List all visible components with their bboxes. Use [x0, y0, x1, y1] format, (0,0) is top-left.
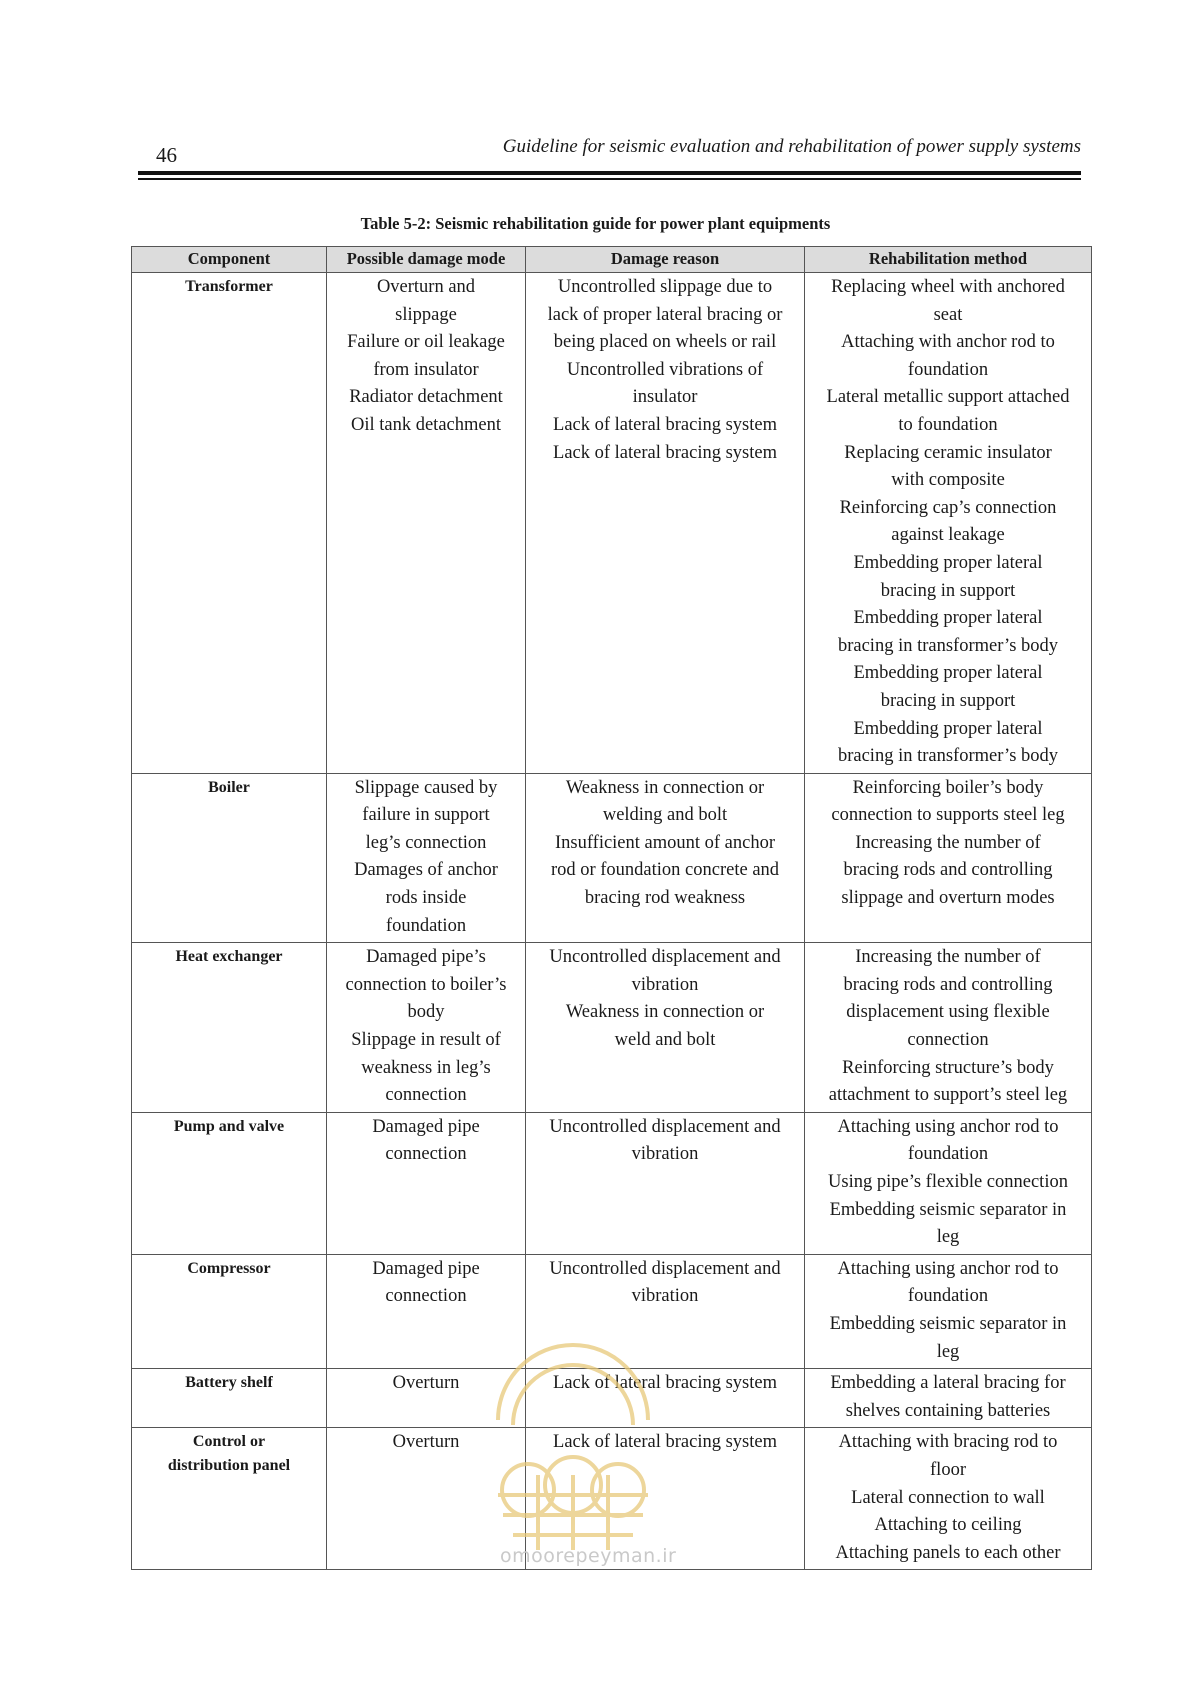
cell-line: Increasing the number of	[855, 947, 1041, 968]
cell-line: Reinforcing boiler’s body	[852, 777, 1044, 798]
cell-line: welding and bolt	[602, 805, 728, 826]
cell-line: bracing rods and controlling	[843, 974, 1053, 995]
rehabilitation-cell	[805, 1254, 1092, 1368]
cell-line: bracing rods and controlling	[843, 860, 1053, 881]
cell-line: Embedding proper lateral	[853, 608, 1043, 629]
cell-line: Uncontrolled displacement and	[549, 947, 781, 968]
page-number: 46	[156, 143, 177, 167]
cell-line: Embedding proper lateral	[853, 552, 1043, 573]
cell-line: Reinforcing structure’s body	[842, 1057, 1054, 1078]
cell-line: Boiler	[208, 778, 250, 796]
rehabilitation-cell	[805, 1112, 1092, 1254]
table-row	[132, 773, 1092, 943]
cell-line: Lack of lateral bracing system	[553, 414, 777, 435]
cell-line: bracing rod weakness	[584, 888, 746, 909]
cell-line: Lateral metallic support attached	[826, 387, 1070, 408]
cell-line: leg’s connection	[365, 832, 487, 853]
cell-line: with composite	[891, 470, 1005, 491]
cell-line: connection to boiler’s	[345, 974, 507, 995]
cell-line: Embedding proper lateral	[853, 718, 1043, 739]
cell-line: Embedding proper lateral	[853, 663, 1043, 684]
cell-line: insulator	[632, 387, 698, 408]
component-cell	[132, 1369, 327, 1428]
cell-line: Attaching with bracing rod to	[838, 1432, 1058, 1453]
cell-line: slippage and overturn modes	[841, 888, 1055, 909]
cell-line: connection	[385, 1144, 467, 1165]
column-header-rehabilitation: Rehabilitation method	[805, 247, 1092, 273]
column-header-component: Component	[132, 247, 327, 273]
cell-line: foundation	[907, 1286, 989, 1307]
cell-line: leg	[936, 1341, 960, 1362]
cell-line: connection	[385, 1286, 467, 1307]
cell-line: Attaching using anchor rod to	[837, 1116, 1059, 1137]
cell-line: Control or	[192, 1433, 266, 1451]
cell-line: vibration	[631, 1144, 699, 1165]
cell-line: displacement using flexible	[846, 1002, 1050, 1023]
damage-mode-cell	[327, 1112, 526, 1254]
cell-line: Weakness in connection or	[565, 1002, 765, 1023]
cell-line: Damaged pipe	[372, 1258, 480, 1279]
cell-line: seat	[933, 304, 963, 325]
cell-line: Damaged pipe’s	[366, 947, 486, 968]
cell-line: Lack of lateral bracing system	[553, 1432, 777, 1453]
cell-line: Heat exchanger	[175, 948, 283, 966]
cell-line: body	[407, 1002, 445, 1023]
cell-line: bracing in support	[880, 580, 1016, 601]
cell-line: Embedding seismic separator in	[829, 1313, 1067, 1334]
cell-line: Oil tank detachment	[350, 414, 501, 435]
component-cell	[132, 1112, 327, 1254]
cell-line: Reinforcing cap’s connection	[839, 497, 1057, 518]
cell-line: vibration	[631, 974, 699, 995]
component-cell	[132, 1428, 327, 1570]
cell-line: Uncontrolled vibrations of	[566, 359, 764, 380]
cell-line: bracing in support	[880, 690, 1016, 711]
cell-line: Radiator detachment	[349, 387, 503, 408]
rehabilitation-cell	[805, 273, 1092, 774]
cell-line: Overturn	[392, 1432, 460, 1453]
damage-mode-cell	[327, 773, 526, 943]
cell-line: Replacing ceramic insulator	[844, 442, 1052, 463]
cell-line: connection	[385, 1085, 467, 1106]
cell-line: bracing in transformer’s body	[837, 635, 1059, 656]
cell-line: rods inside	[385, 888, 467, 909]
cell-line: Failure or oil leakage	[347, 332, 505, 353]
cell-line: Attaching using anchor rod to	[837, 1258, 1059, 1279]
cell-line: slippage	[395, 304, 457, 325]
rehabilitation-cell	[805, 773, 1092, 943]
cell-line: Overturn	[392, 1373, 460, 1394]
cell-line: Damaged pipe	[372, 1116, 480, 1137]
cell-line: being placed on wheels or rail	[553, 332, 777, 353]
cell-line: Increasing the number of	[855, 832, 1041, 853]
column-header-damage-reason: Damage reason	[526, 247, 805, 273]
cell-line: Compressor	[187, 1259, 271, 1277]
cell-line: Lack of lateral bracing system	[553, 442, 777, 463]
cell-line: Battery shelf	[185, 1374, 273, 1392]
cell-line: weld and bolt	[614, 1030, 716, 1051]
rehabilitation-cell	[805, 1369, 1092, 1428]
cell-line: Using pipe’s flexible connection	[828, 1172, 1068, 1192]
cell-line: Embedding a lateral bracing for	[830, 1373, 1066, 1394]
cell-line: bracing in transformer’s body	[837, 746, 1059, 767]
cell-line: Slippage caused by	[354, 777, 498, 798]
cell-line: Lack of lateral bracing system	[553, 1373, 777, 1394]
cell-line: from insulator	[373, 359, 479, 380]
cell-line: foundation	[907, 1144, 989, 1165]
running-head: Guideline for seismic evaluation and rehabilitation of power supply systems	[502, 136, 1081, 157]
damage-reason-cell	[526, 1112, 805, 1254]
rehabilitation-cell	[805, 1428, 1092, 1570]
cell-line: Pump and valve	[173, 1117, 285, 1135]
cell-line: against leakage	[891, 525, 1005, 546]
cell-line: rod or foundation concrete and	[550, 860, 780, 881]
header-rule-thin	[138, 178, 1081, 180]
cell-line: Lateral connection to wall	[851, 1487, 1045, 1508]
table-row	[132, 273, 1092, 774]
cell-line: Embedding seismic separator in	[829, 1199, 1067, 1220]
cell-line: vibration	[631, 1286, 699, 1307]
cell-line: foundation	[385, 915, 467, 936]
cell-line: Transformer	[185, 278, 273, 295]
cell-line: Damages of anchor	[354, 860, 498, 881]
table-caption: Table 5-2: Seismic rehabilitation guide for power plant equipments	[360, 214, 831, 233]
cell-line: failure in support	[362, 805, 490, 826]
rehabilitation-cell	[805, 943, 1092, 1113]
component-cell	[132, 1254, 327, 1368]
column-header-damage-mode: Possible damage mode	[327, 247, 526, 273]
cell-line: foundation	[907, 359, 989, 380]
table-row	[132, 943, 1092, 1113]
component-cell	[132, 773, 327, 943]
header-rule-thick	[138, 171, 1081, 175]
cell-line: Uncontrolled displacement and	[549, 1258, 781, 1279]
cell-line: shelves containing batteries	[845, 1400, 1051, 1421]
cell-line: Slippage in result of	[351, 1030, 501, 1051]
damage-reason-cell	[526, 943, 805, 1113]
damage-reason-cell	[526, 773, 805, 943]
watermark-logo	[478, 1325, 668, 1555]
cell-line: Attaching to ceiling	[874, 1515, 1022, 1536]
cell-line: connection	[907, 1030, 989, 1051]
cell-line: weakness in leg’s	[361, 1057, 491, 1078]
cell-line: Replacing wheel with anchored	[831, 277, 1065, 297]
table-row	[132, 1112, 1092, 1254]
cell-line: floor	[930, 1459, 966, 1480]
cell-line: attachment to support’s steel leg	[828, 1085, 1068, 1106]
damage-reason-cell	[526, 273, 805, 774]
damage-mode-cell	[327, 273, 526, 774]
cell-line: Uncontrolled displacement and	[549, 1116, 781, 1137]
damage-mode-cell	[327, 943, 526, 1113]
component-cell	[132, 273, 327, 774]
cell-line: Insufficient amount of anchor	[554, 832, 776, 853]
cell-line: Attaching with anchor rod to	[841, 332, 1055, 353]
cell-line: connection to supports steel leg	[831, 805, 1065, 826]
cell-line: leg	[936, 1227, 960, 1248]
watermark-text: omoorepeyman.ir	[500, 1545, 677, 1567]
cell-line: Attaching panels to each other	[835, 1542, 1061, 1563]
cell-line: Uncontrolled slippage due to	[557, 277, 773, 297]
table-header-row	[132, 247, 1092, 273]
cell-line: Weakness in connection or	[565, 777, 765, 798]
cell-line: lack of proper lateral bracing or	[547, 304, 783, 325]
cell-line: Overturn and	[376, 277, 476, 297]
component-cell	[132, 943, 327, 1113]
cell-line: distribution panel	[167, 1457, 291, 1475]
cell-line: to foundation	[898, 414, 998, 435]
